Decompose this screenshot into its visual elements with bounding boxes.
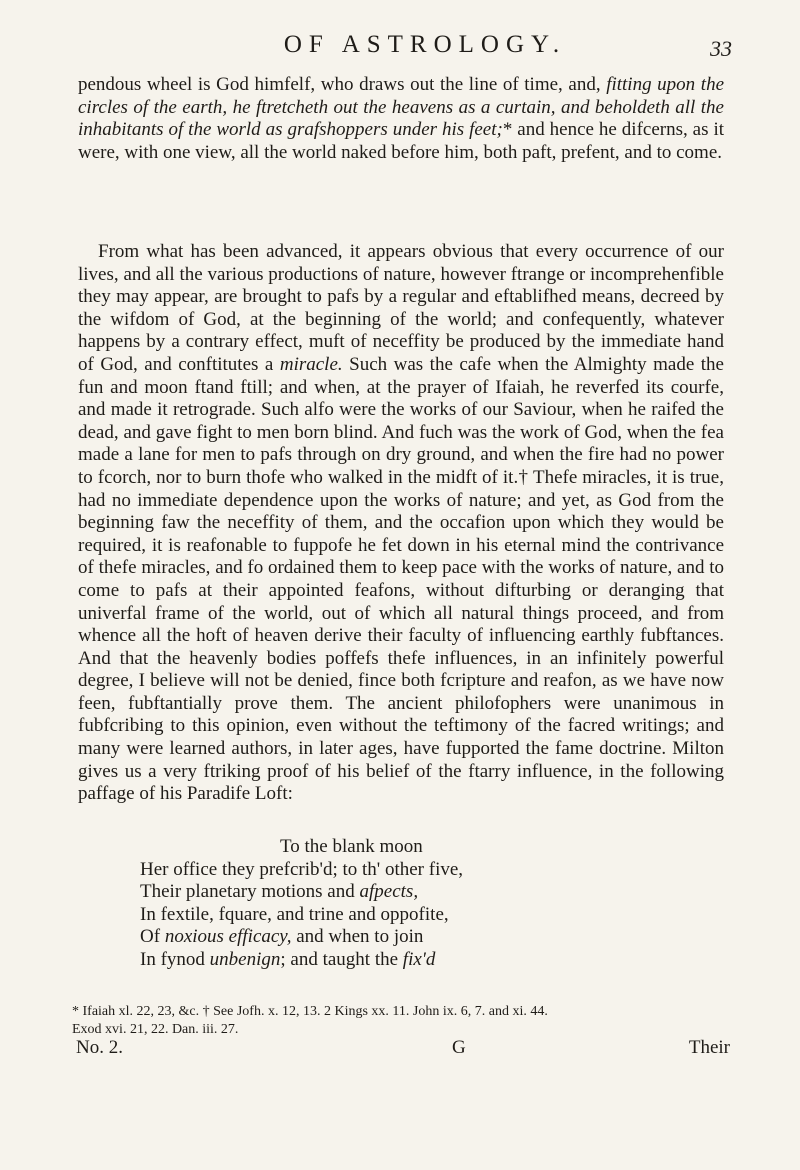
footnote-marker: * (502, 119, 513, 141)
emphasis-miracle: miracle. (279, 353, 343, 375)
verse-emphasis: fix'd (402, 948, 436, 970)
running-title: OF ASTROLOGY. (283, 31, 567, 58)
text-run: pendous wheel is God himfelf, who draws out the line of time, and, (78, 74, 607, 95)
running-head (0, 30, 800, 66)
paragraph-continued (78, 74, 724, 164)
milton-quotation (140, 836, 700, 972)
signature-mark: G (452, 1037, 466, 1058)
signature-line (72, 1037, 730, 1063)
paragraph-miracles (78, 241, 724, 806)
verse-text: Of (140, 926, 165, 948)
text-run: From what has been advanced, it appears obvious that every occurrence of our lives, and all the various productions of nature, however ftrange or incomprehenfible they may appear, are brought to pafs by a regular and eftablifhed means, decreed by the wifdom of God, at the beginning of the world; and confequently, whatever happens by a contrary effect, muft of neceffity be produced by the immediate hand of God, and conftitutes a (78, 241, 724, 375)
verse-text: ; and taught the (280, 948, 403, 970)
page-number: 33 (710, 36, 732, 61)
verse-line (140, 949, 700, 972)
footnote-marker: † (518, 466, 529, 488)
verse-line (140, 926, 700, 949)
verse-emphasis: unbenign (209, 948, 281, 970)
verse-line: To the blank moon (280, 836, 423, 857)
part-number: No. 2. (76, 1037, 123, 1058)
verse-line: In fextile, fquare, and trine and oppofite, (140, 903, 449, 925)
text-run: Such was the cafe when the Almighty made the fun and moon ftand ftill; and when, at the prayer of Ifaiah, he reverfed its courfe, and made it retrograde. Such alfo were the works of our Saviour, when he raifed the dead, and gave fight to men born blind. And fuch was the work of God, when the fea made a lane for men to pafs through on dry ground, and when the fire had no power to fcorch, nor to burn thofe who walked in the midft of it. (78, 353, 724, 488)
verse-text: and when to join (291, 926, 424, 948)
verse-emphasis: afpects, (359, 881, 419, 903)
footnote-line: * Ifaiah xl. 22, 23, &c. † See Jofh. x. 12, 13. 2 Kings xx. 11. John ix. 6, 7. and xi. 44. (72, 1004, 548, 1019)
verse-line (140, 881, 700, 904)
scripture-quote: fitting upon the circles of the earth, he ftretcheth out the heavens as a curtain, and beholdeth all the inhabitants of the world as grafshoppers under his feet; (78, 74, 724, 141)
verse-text: Their planetary motions and (140, 881, 360, 903)
verse-text: In fynod (140, 948, 210, 970)
catchword: Their (688, 1037, 730, 1058)
footnotes (72, 1003, 742, 1039)
text-run: and hence he difcerns, as it were, with one view, all the world naked before him, both paft, prefent, and to come. (78, 119, 725, 163)
verse-line: Her office they prefcrib'd; to th' other five, (140, 858, 464, 880)
text-run: Thefe miracles, it is true, had no immediate dependence upon the works of nature; and yet, as God from the beginning faw the neceffity of them, and the occafion upon which they would be required, it is reafonable to fuppofe he fet down in his eternal mind the contrivance of thefe miracles, and fo ordained them to keep pace with the works of nature, and to come to pafs at their appointed feafons, without difturbing or deranging that univerfal frame of the world, out of which all natural things proceed, and from whence all the hoft of heaven derive their faculty of influencing earthly fubftances. And that the heavenly bodies poffefs thefe influences, in an infinitely powerful degree, I believe will not be denied, fince both fcripture and reafon, as we have now feen, fubftantially prove them. The ancient philofophers were unanimous in fubfcribing to this opinion, even without the teftimony of the facred writings; and many were learned authors, in later ages, have fupported the fame doctrine. Milton gives us a very ftriking proof of his belief of the ftarry influence, in the following paffage of his Paradife Loft: (78, 466, 724, 805)
verse-emphasis: noxious efficacy, (164, 926, 292, 948)
footnote-line: Exod xvi. 21, 22. Dan. iii. 27. (72, 1022, 239, 1037)
